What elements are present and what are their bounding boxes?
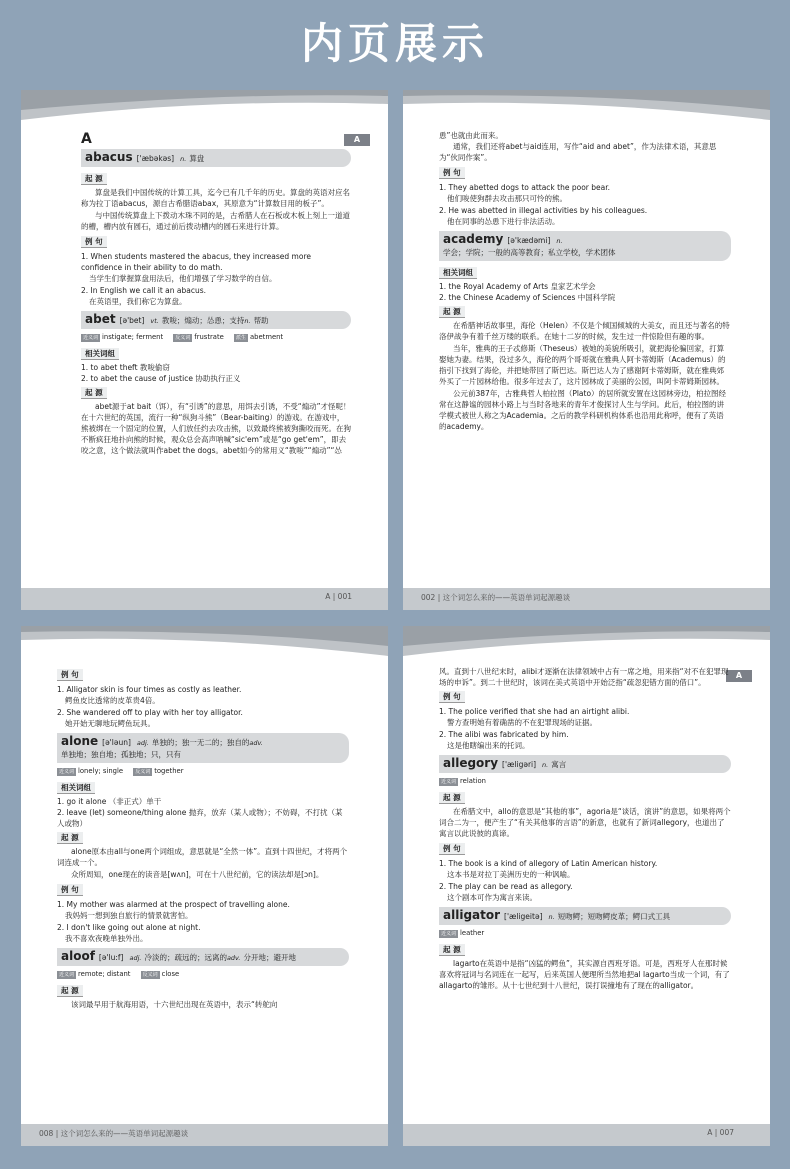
synonym-words: lonely; single <box>78 767 124 775</box>
headword: aloof <box>61 949 95 963</box>
origin-text: 在希腊神话故事里，海伦（Helen）不仅是个倾国倾城的大美女，而且还与著名的特洛伊战争有着千丝万缕的联系。在她十二岁的时候，发生过一件惊险但有趣的事。 <box>439 321 730 341</box>
example-en: 2. He was abetted in illegal activities by his colleagues. <box>439 206 648 215</box>
synonym-row <box>57 766 349 777</box>
synonym-row <box>57 969 349 980</box>
origin-text: 在希腊文中，allo的意思是“其他的事”，agoria是“谈话，演讲”的意思，如果将两个词合二为一，便产生了“有关其他事的言语”的新意，也就有了新词allegory，也道出了寓言以此说彼的真谛。 <box>439 807 731 838</box>
example <box>439 858 731 880</box>
antonym-words: together <box>154 767 184 775</box>
section-label: 例 句 <box>81 236 107 248</box>
page-number: A | 001 <box>325 592 352 601</box>
synonym-tag: 近义词 <box>441 779 457 785</box>
book-page-007 <box>403 626 770 1146</box>
antonym-tag: 反义词 <box>142 972 158 978</box>
example-en: 1. The book is a kind of allegory of Latin American history. <box>439 859 658 868</box>
antonym-words: close <box>161 970 180 978</box>
part-of-speech: adj. <box>136 739 149 747</box>
origin-text: alone原本由all与one两个词组成，意思就是“全然一体”。直到十四世纪，才将两个词连成一个。 <box>57 847 348 867</box>
phrase: 2. the Chinese Academy of Sciences 中国科学院 <box>439 293 616 302</box>
continued-text: 通常，我们还将abet与aid连用，写作“aid and abet”，作为法律术语，其意思为“伙同作案”。 <box>439 142 717 162</box>
example-zh: 她开始无聊地玩鳄鱼玩具。 <box>65 719 155 728</box>
origin-text: 当年，雅典的王子忒修斯（Theseus）被她的美貌所吸引，就把海伦骗回家，打算娶她为妻。结果，没过多久，海伦的两个哥哥就在雅典人阿卡蒂姆斯（Academus）的指引下找到了海伦，并把她带回了斯巴达。斯巴达人为了感谢阿卡蒂姆斯，就在雅典郊外买了一片园林给他。很多年过去了，这片园林成了美丽的公园，叫阿卡蒂姆斯园林。 <box>439 344 726 386</box>
example-zh: 我不喜欢夜晚单独外出。 <box>65 934 148 943</box>
section-letter: A <box>81 131 92 147</box>
phonetic: [ə'lu:f] <box>98 953 124 962</box>
page-header-swoosh <box>21 626 388 662</box>
example-en: 2. The alibi was fabricated by him. <box>439 730 569 739</box>
entry-header-academy <box>439 231 731 261</box>
synonym-tag: 近义词 <box>59 769 75 775</box>
example <box>81 285 351 307</box>
continued-text: 风。直到十八世纪末时，alibi才逐渐在法律领域中占有一席之地，用来指“对不在犯罪现场的申诉”。到二十世纪时，该词在美式英语中开始泛指“疏忽犯错方面的借口”。 <box>439 667 729 687</box>
page-footer <box>21 1124 388 1146</box>
page-number: 008 | 这个词怎么来的——英语单词起源趣谈 <box>39 1129 189 1138</box>
page-footer <box>21 588 388 610</box>
entry-header-allegory <box>439 755 731 773</box>
origin-text: 算盘是我们中国传统的计算工具，迄今已有几千年的历史。算盘的英语对应名称为拉丁语abacus，源自古希腊语abax，其原意为“计算数目用的板子”。 <box>81 188 350 208</box>
synonym-tag: 近义词 <box>59 972 75 978</box>
entry-header-alone <box>57 733 349 763</box>
example-zh: 我妈妈一想到独自旅行的情景就害怕。 <box>65 911 193 920</box>
example-en: 2. She wandered off to play with her toy alligator. <box>57 708 243 717</box>
meaning: 算盘 <box>189 154 205 163</box>
part-of-speech: n. <box>548 913 555 921</box>
synonym-row <box>439 928 731 939</box>
book-page-002 <box>403 90 770 610</box>
part-of-speech: n. <box>244 317 251 325</box>
book-page-008 <box>21 626 388 1146</box>
headword: abacus <box>85 150 133 164</box>
example-en: 1. When students mastered the abacus, they increased more confidence in their ability to do math. <box>81 252 311 272</box>
section-label: 起 源 <box>81 173 107 185</box>
meaning: 寓言 <box>551 760 567 769</box>
meaning: 帮助 <box>253 316 269 325</box>
part-of-speech: n. <box>542 761 549 769</box>
antonym-words: frustrate <box>194 333 224 341</box>
example-zh: 他们唆使狗群去攻击那只可怜的熊。 <box>447 194 567 203</box>
origin-text: 与中国传统算盘上下拨动木珠不同的是，古希腊人在石板或木板上刻上一道道的槽，槽内放有圆石，通过前后拨动槽内的圆石来进行计算。 <box>81 211 350 231</box>
example <box>439 881 731 903</box>
part-of-speech: vt. <box>150 317 159 325</box>
phrase: 1. the Royal Academy of Arts 皇家艺术学会 <box>439 282 596 291</box>
headword: alligator <box>443 908 501 922</box>
meaning: 冷淡的；疏远的；远离的 <box>144 953 227 962</box>
entry-header-abet <box>81 311 351 329</box>
example <box>57 922 349 944</box>
page-header-swoosh <box>403 90 770 126</box>
part-of-speech: adj. <box>129 954 142 962</box>
part-of-speech: n. <box>556 237 563 245</box>
example-en: 1. My mother was alarmed at the prospect of travelling alone. <box>57 900 290 909</box>
headword: academy <box>443 232 504 246</box>
example <box>57 899 349 921</box>
origin-text: abet源于at bait（饵），有“引诱”的意思，用饵去引诱，不受“煽动”才怪呢！在十六世纪的英国，流行一种“纵狗斗熊”（Bear-baiting）的游戏。在游戏中，熊被绑在一个固定的位置，人们放任约去攻击熊，以致最终熊被狗撕咬而死。在狗不断疯狂地扑向熊的时候，观众总会高声呐喊“sic'em”或是“go get'em”，即去咬之意，这个做法就叫作abet the dogs。abet如今的常用义“教唆”“煽动”“怂 <box>81 402 351 455</box>
part-of-speech: adv. <box>249 739 263 747</box>
book-page-001 <box>21 90 388 610</box>
example <box>57 684 349 706</box>
section-label: 例 句 <box>439 843 465 855</box>
example-zh: 鳄鱼皮比透常的皮革贵4倍。 <box>65 696 160 705</box>
synonym-words: instigate; ferment <box>102 333 164 341</box>
meaning: 单独地；独自地；孤独地；只，只有 <box>61 750 181 759</box>
part-of-speech: n. <box>180 155 187 163</box>
example <box>439 182 731 204</box>
banner <box>0 0 790 88</box>
example-en: 2. In English we call it an abacus. <box>81 286 207 295</box>
continued-text: 恿”也就由此而来。 <box>439 131 503 140</box>
example-en: 2. I don't like going out alone at night. <box>57 923 201 932</box>
phonetic: [ə'kædəmi] <box>507 236 551 245</box>
page-number: A | 007 <box>707 1128 734 1137</box>
headword: alone <box>61 734 99 748</box>
headword: abet <box>85 312 116 326</box>
example-zh: 在英语里，我们称它为算盘。 <box>89 297 187 306</box>
letter-tab: A <box>726 670 752 682</box>
synonym-row <box>439 776 731 787</box>
origin-text: 该词最早用于航海用语，十六世纪出现在英语中，表示“转舵向 <box>71 1000 278 1009</box>
example <box>81 251 351 284</box>
phonetic: ['æligeitə] <box>504 912 543 921</box>
example-zh: 当学生们掌握算盘用法后，他们增强了学习数学的自信。 <box>89 274 277 283</box>
section-label: 相关词组 <box>57 782 95 794</box>
part-of-speech: adv. <box>226 954 241 962</box>
headword: allegory <box>443 756 499 770</box>
section-label: 起 源 <box>439 306 465 318</box>
synonym-words: leather <box>460 929 485 937</box>
example-en: 1. The police verified that she had an airtight alibi. <box>439 707 630 716</box>
meaning: 教唆；煽动；怂恿；支持 <box>161 316 245 325</box>
example-zh: 这个剧本可作为寓言来读。 <box>447 893 537 902</box>
section-label: 例 句 <box>57 884 83 896</box>
example <box>57 707 349 729</box>
example-en: 1. They abetted dogs to attack the poor bear. <box>439 183 611 192</box>
meaning: 短吻鳄；短吻鳄皮革；鳄口式工具 <box>557 912 671 921</box>
section-label: 例 句 <box>439 167 465 179</box>
synonym-words: relation <box>460 777 486 785</box>
example-zh: 这是他瞎编出来的托词。 <box>447 741 530 750</box>
letter-tab: A <box>344 134 370 146</box>
meaning: 分开地；避开地 <box>243 953 296 962</box>
synonym-row <box>81 332 351 343</box>
derivative-words: abetment <box>250 333 284 341</box>
section-label: 起 源 <box>439 792 465 804</box>
antonym-tag: 反义词 <box>135 769 151 775</box>
example <box>439 205 731 227</box>
synonym-tag: 近义词 <box>441 931 457 937</box>
phrase: 1. to abet theft 教唆偷窃 <box>81 363 170 372</box>
section-label: 起 源 <box>81 387 107 399</box>
page-header-swoosh <box>21 90 388 126</box>
origin-text: lagarto在英语中是指“凶猛的鳄鱼”，其实源自西班牙语。可是，西班牙人在那时候喜欢将冠词与名词连在一起写，后来英国人便理所当然地把al lagarto当成一个词，有了allagarto的雏形。从十七世纪到十八世纪，误打误撞地有了现在的alligator。 <box>439 959 730 990</box>
example-zh: 他在同事的怂恿下进行非法活动。 <box>447 217 560 226</box>
derivative-tag: 派生 <box>235 335 246 341</box>
section-label: 相关词组 <box>81 348 119 360</box>
example <box>439 729 731 751</box>
section-label: 起 源 <box>57 985 83 997</box>
phonetic: [ə'bet] <box>119 316 145 325</box>
example-en: 2. The play can be read as allegory. <box>439 882 573 891</box>
page-header-swoosh <box>403 626 770 662</box>
example-en: 1. Alligator skin is four times as costly as leather. <box>57 685 242 694</box>
origin-text: 公元前387年，古雅典哲人柏拉图（Plato）的居所就安置在这园林旁边，柏拉图经常在这静谧的园林小路上与当时各地来的青年才俊探讨人生与学问。此后，柏拉图的讲学模式被世人称之为Academia。之后的教学科研机构体系也沿用此称呼，便有了英语的academy。 <box>439 389 727 431</box>
example <box>439 706 731 728</box>
phonetic: ['æligəri] <box>502 760 537 769</box>
meaning: 学会；学院；一般的高等教育；私立学校，学术团体 <box>443 248 616 257</box>
synonym-tag: 近义词 <box>83 335 99 341</box>
section-label: 起 源 <box>57 832 83 844</box>
meaning: 单独的；独一无二的；独自的 <box>151 738 250 747</box>
section-label: 相关词组 <box>439 267 477 279</box>
entry-header-aloof <box>57 948 349 966</box>
phonetic: [ə'ləun] <box>102 738 131 747</box>
page-number: 002 | 这个词怎么来的——英语单词起源趣谈 <box>421 593 571 602</box>
page-footer <box>403 1124 770 1146</box>
antonym-tag: 反义词 <box>175 335 191 341</box>
section-label: 起 源 <box>439 944 465 956</box>
phrase: 1. go it alone （非正式）单干 <box>57 797 162 806</box>
phrase: 2. leave (let) someone/thing alone 抛弃，放弃（某人或物）；不妨碍，不打扰（某人或物） <box>57 808 343 828</box>
phonetic: ['æbəkəs] <box>136 154 175 163</box>
origin-text: 众所周知，one现在的读音是[wʌn]，可在十八世纪前，它的读法却是[ɔn]。 <box>71 870 324 879</box>
synonym-words: remote; distant <box>78 970 131 978</box>
entry-header-alligator <box>439 907 731 925</box>
example-zh: 这本书是对拉丁美洲历史的一种讽喻。 <box>447 870 575 879</box>
entry-header-abacus <box>81 149 351 167</box>
banner-title: 内页展示 <box>300 19 489 68</box>
section-label: 例 句 <box>439 691 465 703</box>
section-label: 例 句 <box>57 669 83 681</box>
phrase: 2. to abet the cause of justice 协助执行正义 <box>81 374 241 383</box>
example-zh: 警方查明她有着确凿的不在犯罪现场的证据。 <box>447 718 597 727</box>
page-footer <box>403 588 770 610</box>
